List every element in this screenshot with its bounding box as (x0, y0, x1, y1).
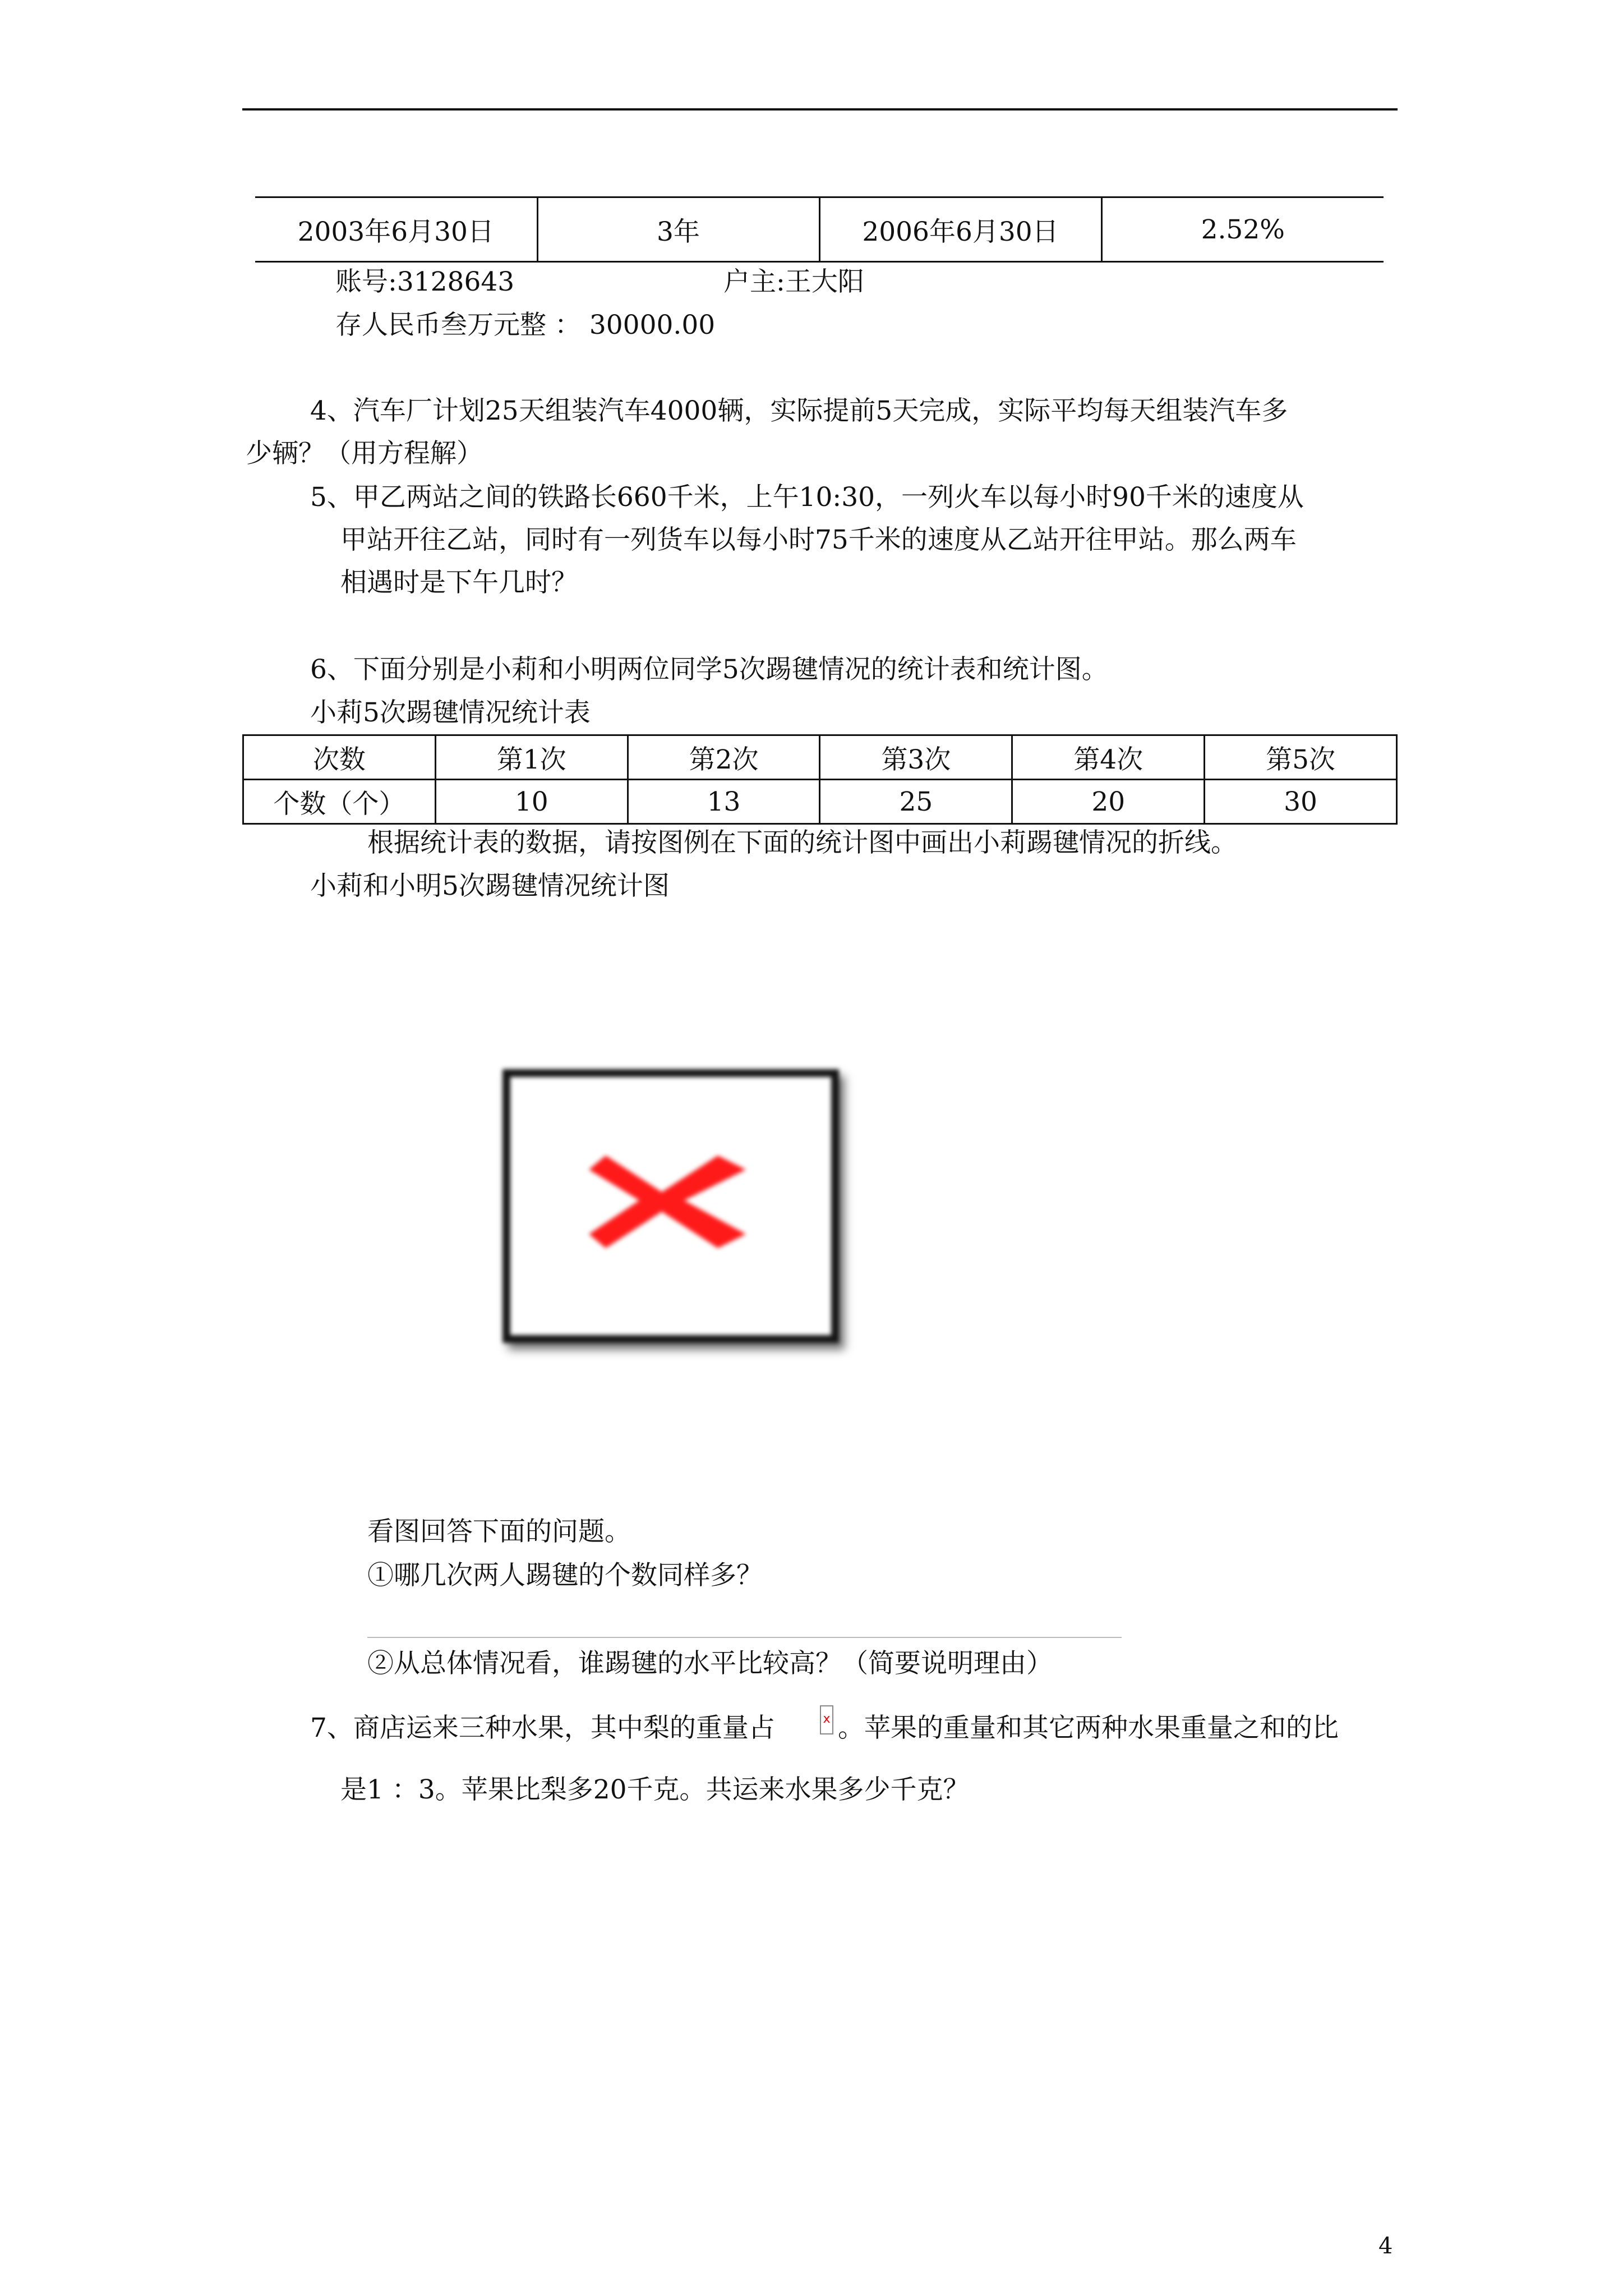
small-broken-image-icon: x (820, 1705, 833, 1734)
q5-line1: 5、甲乙两站之间的铁路长660千米，上午10:30，一列火车以每小时90千米的速度从 (310, 482, 1304, 513)
table-cell: 2006年6月30日 (819, 197, 1101, 262)
table-cell: 3年 (537, 197, 819, 262)
q7-line1a: 7、商店运来三种水果，其中梨的重量占 (310, 1713, 775, 1743)
q7-line1b: 。苹果的重量和其它两种水果重量之和的比 (838, 1713, 1339, 1743)
header-cell: 第1次 (435, 735, 628, 780)
value-cell: 10 (435, 780, 628, 824)
q7-line2: 是1 ：3。苹果比梨多20千克。共运来水果多少千克？ (340, 1774, 970, 1805)
header-cell: 第4次 (1012, 735, 1205, 780)
header-cell: 第5次 (1205, 735, 1397, 780)
q6-sub1: ①哪几次两人踢毽的个数同样多？ (367, 1560, 763, 1591)
q5-line3: 相遇时是下午几时？ (340, 567, 578, 598)
table-row (243, 735, 1397, 780)
q6-instruction: 根据统计表的数据，请按图例在下面的统计图中画出小莉踢毽情况的折线。 (367, 827, 1237, 858)
table-row (255, 197, 1384, 262)
table-cell: 2.52% (1101, 197, 1384, 262)
value-cell: 25 (820, 780, 1012, 824)
red-x-icon (589, 1144, 757, 1257)
value-cell: 30 (1205, 780, 1397, 824)
table-row (243, 780, 1397, 824)
account-number: 账号:3128643 (335, 266, 515, 297)
header-cell: 次数 (243, 735, 436, 780)
q6-table-title: 小莉5次踢毽情况统计表 (310, 697, 591, 728)
account-owner: 户主:王大阳 (723, 266, 864, 297)
q6-look: 看图回答下面的问题。 (367, 1516, 631, 1547)
q5-line2: 甲站开往乙站，同时有一列货车以每小时75千米的速度从乙站开往甲站。那么两车 (340, 524, 1297, 555)
value-cell: 20 (1012, 780, 1205, 824)
q6-intro: 6、下面分别是小莉和小明两位同学5次踢毽情况的统计表和统计图。 (310, 654, 1108, 685)
header-cell: 第3次 (820, 735, 1012, 780)
q4-line1: 4、汽车厂计划25天组装汽车4000辆，实际提前5天完成，实际平均每天组装汽车多 (310, 395, 1288, 426)
deposit-table (255, 196, 1384, 263)
header-cell: 第2次 (628, 735, 820, 780)
page-number: 4 (1378, 2233, 1393, 2259)
answer-line (367, 1637, 1122, 1638)
row-label-cell: 个数（个） (243, 780, 436, 824)
jianzi-table (242, 734, 1398, 825)
deposit-amount: 存人民币叁万元整 ： 30000.00 (335, 310, 716, 341)
q6-sub2: ②从总体情况看，谁踢毽的水平比较高？（简要说明理由） (367, 1648, 1053, 1679)
header-rule (242, 108, 1398, 111)
value-cell: 13 (628, 780, 820, 824)
broken-image-icon (502, 1069, 839, 1343)
q6-chart-title: 小莉和小明5次踢毽情况统计图 (310, 871, 670, 901)
table-cell: 2003年6月30日 (255, 197, 537, 262)
q4-line2: 少辆？（用方程解） (246, 438, 483, 469)
